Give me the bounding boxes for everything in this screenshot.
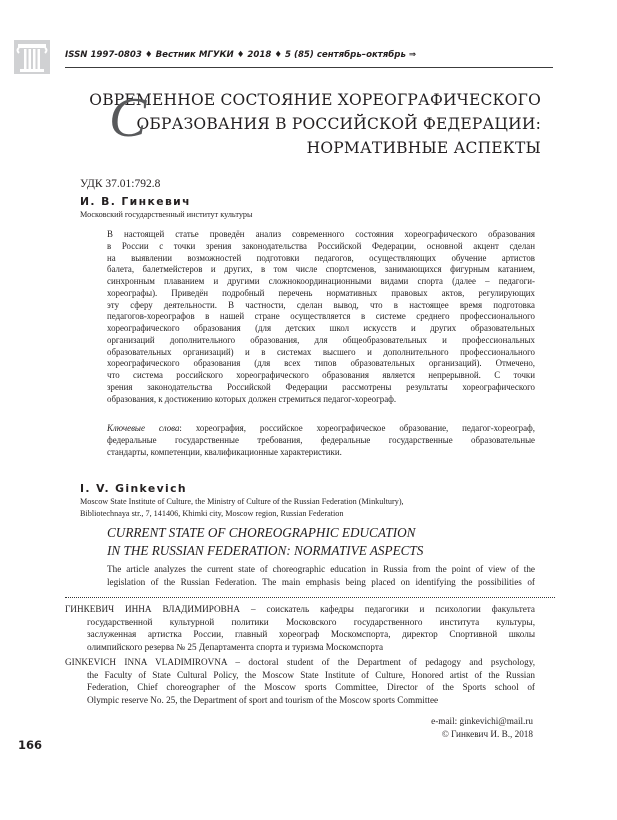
abstract-en-line: legislation of the Russian Federation. The main emphasis being placed on identifying the possibilities of [107,576,535,587]
author-note-line: GINKEVICH INNA VLADIMIROVNA – doctoral student of the Department of pedagogy and psychology, [65,657,535,667]
abstract-ru [107,229,535,405]
affiliation-en-line: Bibliotechnaya str., 7, 141406, Khimki city, Moscow region, Russian Federation [80,508,344,518]
running-header [65,50,416,60]
author-note-line: ГИНКЕВИЧ ИННА ВЛАДИМИРОВНА – соискатель кафедры педагогики и психологии факультета [65,604,535,614]
abstract-en-line: The article analyzes the current state of choreographic education in Russia from the point of view of the [107,564,535,574]
bullet-separator: ♦ [236,50,245,60]
author-note-line: олимпийского резерва № 25 Департамента спорта и туризма Москомспорта [87,641,384,652]
author-name-en: I. V. Ginkevich [80,482,187,495]
abstract-line: организаций дополнительного образования, для общеобразовательных и профессиональных [107,334,535,345]
title-dropcap: С [109,87,147,149]
journal-year: 2018 [247,50,272,60]
abstract-line: эту сферу деятельности. В частности, сделан вывод, что в настоящее время подготовка [107,299,535,310]
keywords-line: стандарты, компетенции, квалификационные характеристики. [107,446,342,457]
abstract-line: на выявлении возможностей подготовки педагогов, осуществляющих обучение артистов [107,252,535,263]
footnote-divider [65,597,555,598]
title-line-3: НОРМАТИВНЫЕ АСПЕКТЫ [306,139,541,157]
keywords-ru [107,423,535,458]
keywords-label: Ключевые слова [107,423,180,433]
journal-issue: 5 (85) сентябрь–октябрь [285,50,406,60]
abstract-line: образовательных организаций) и в системах высшего и дополнительного профессионального [107,346,535,357]
abstract-en [107,563,535,588]
title-en-line: CURRENT STATE OF CHOREOGRAPHIC EDUCATION [107,525,416,540]
abstract-line: балета, балетмейстеров и других, в том числе спортсменов, занимающихся фигурным катанием, [107,264,535,275]
abstract-line: хореографы). Приведён подробный перечень нормативных правовых актов, регулирующих [107,287,535,298]
author-note-en [65,656,535,706]
author-name-ru: И. В. Гинкевич [80,195,191,208]
author-email: e-mail: ginkevichi@mail.ru [431,716,533,726]
bullet-separator: ♦ [274,50,283,60]
affiliation-en [80,496,520,519]
author-note-line: государственной культурной политики Московского государственного института культуры, [87,616,535,627]
article-title-ru [71,88,541,160]
abstract-line: образования, к достижению которых должен стремиться педагог-хореограф. [107,393,397,404]
affiliation-ru: Московский государственный институт культуры [80,210,253,219]
abstract-line: синхронным плаванием и другими сложнокоординационными видами спорта (далее – педагоги- [107,276,535,286]
page-number: 166 [18,738,43,752]
author-note-ru [65,603,535,653]
affiliation-en-line: Moscow State Institute of Culture, the Ministry of Culture of the Russian Federation (Minkultury), [80,497,404,506]
column-icon [12,38,52,76]
keywords-line: : хореография, российское хореографическое образование, педагог-хореограф, [179,423,535,433]
journal-name: Вестник МГУКИ [155,50,234,60]
abstract-line: хореографического образования (для детских школ искусств и других образовательных [107,323,535,333]
abstract-line: зрения законодательства Российской Федерации рассмотрены результаты хореографического [107,381,535,392]
keywords-line: федеральные государственные требования, федеральные государственные образовательные [107,434,535,445]
header-divider [65,67,553,68]
author-note-line: Olympic reserve No. 25, the Department of sport and tourism of the Moscow sports Committee [87,694,439,705]
article-title-en [107,524,423,560]
title-line-2: ОБРАЗОВАНИЯ В РОССИЙСКОЙ ФЕДЕРАЦИИ: [136,115,541,133]
title-en-line: IN THE RUSSIAN FEDERATION: NORMATIVE ASPECTS [107,543,424,558]
abstract-line: хореографического образования (для всех типов образовательных организаций). Отмечено, [107,358,535,369]
abstract-line: в России с точки зрения законодательства Российской Федерации, основной акцент сделан [107,240,535,251]
abstract-line: что система российского хореографического образования является непрерывной. С точки [107,370,535,380]
udc-code: УДК 37.01:792.8 [80,178,161,190]
copyright: © Гинкевич И. В., 2018 [441,729,533,739]
author-note-line: заслуженная артистка России, главный хореограф Москомспорта, директор Спортивной школы [87,629,535,640]
author-note-line: Federation, Chief choreographer of the Moscow sports Committee, Director of the Sports school of [87,682,535,693]
author-note-line: the Faculty of State Cultural Policy, the Moscow State Institute of Culture, Honored artist of the Russian [87,669,535,680]
issn: ISSN 1997-0803 [65,50,142,60]
bullet-separator: ♦ [144,50,153,60]
abstract-line: В настоящей статье проведён анализ современного состояния хореографического образования [107,229,535,239]
arrow-icon: ⇒ [408,50,417,60]
journal-logo [12,38,52,76]
abstract-line: педагогов-хореографов в нашей стране осуществляется в системе среднего профессионального [107,311,535,322]
title-line-1: ОВРЕМЕННОЕ СОСТОЯНИЕ ХОРЕОГРАФИЧЕСКОГО [89,91,541,109]
